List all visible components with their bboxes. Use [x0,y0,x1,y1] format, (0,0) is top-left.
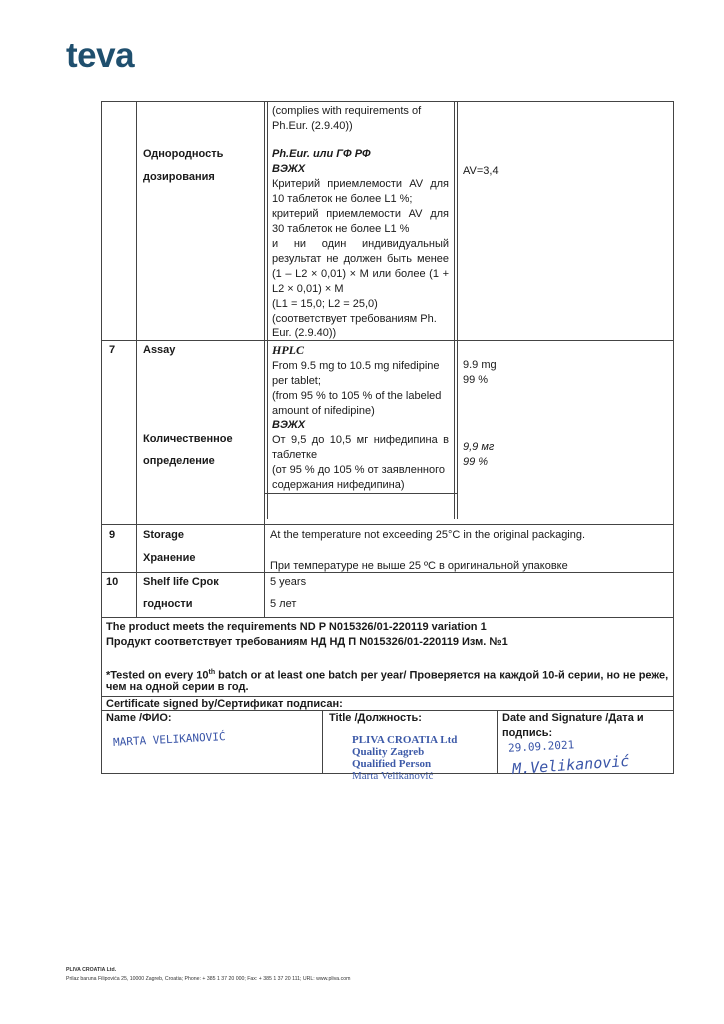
assay-req-line: таблетке [272,449,318,461]
col-divider-spec [454,101,455,519]
assay-req-line: per tablet; [272,375,321,387]
assay-req-line: От 9,5 до 10,5 мг нифедипина в [272,434,449,446]
storage-text-ru: При температуре не выше 25 ºС в оригинальной упаковке [270,560,568,572]
col-divider-param-double [267,101,268,519]
sig-col-divider-1 [322,710,323,774]
note-prefix: *Tested on every 10 [106,669,209,682]
row-sep-storage [101,524,674,525]
qp-stamp-line: Quality Zagreb [352,746,425,758]
assay-method-en: HPLC [272,343,304,357]
testing-note-line-2: чем на одной серии в год. [106,681,249,693]
assay-label-ru-1: Количественное [143,433,233,445]
uniformity-req-line: Ph.Eur. (2.9.40)) [272,120,353,132]
title-label: Title /Должность: [329,712,422,724]
uniformity-label-ru-2: дозирования [143,171,215,183]
handwritten-signature: M.Velikanović [511,751,630,779]
shelf-row-number: 10 [106,576,119,588]
shelf-value-ru: 5 лет [270,598,297,610]
footer-address: Prilaz baruna Filipovića 25, 10000 Zagreb, Croatia; Phone: + 385 1 37 20 000; Fax: + 385 1 37 20 111; URL: www.pliva.com [66,976,351,982]
assay-row-number: 7 [109,344,116,356]
shelf-label-2: годности [143,598,193,610]
row-sep-conformity [101,617,674,618]
logo-text: teva [66,36,135,75]
uniformity-req-line: результат не должен быть менее [272,253,449,265]
assay-req-line: From 9.5 mg to 10.5 mg nifedipine [272,360,440,372]
qp-stamp-line: Marta Velikanović [352,770,434,782]
assay-req-line: содержания нифедипина) [272,479,405,491]
storage-label-ru: Хранение [143,552,196,564]
assay-req-line: amount of nifedipine) [272,405,375,417]
assay-result-ru-percent: 99 % [463,456,489,468]
signed-by-header: Certificate signed by/Сертификат подписан: [106,698,343,710]
qp-stamp-line: PLIVA CROATIA Ltd [352,734,458,746]
uniformity-req-line: Eur. (2.9.40)) [272,327,337,339]
col-divider-num [136,101,137,617]
col-divider-spec-double [457,101,458,519]
qp-stamp-line: Qualified Person [352,758,432,770]
uniformity-req-line: и ни один индивидуальный [272,238,449,250]
name-label: Name /ФИО: [106,712,172,724]
assay-label-ru-2: определение [143,455,215,467]
uniformity-req-line: (L1 = 15,0; L2 = 25,0) [272,298,378,310]
assay-req-line: (от 95 % до 105 % от заявленного [272,464,445,476]
shelf-value-en: 5 years [270,576,307,588]
assay-result-mg: 9.9 mg [463,359,497,371]
note-rest: batch or at least one batch per year/ Проверяется на каждой 10-й серии, но не реже, [215,669,669,682]
uniformity-result: AV=3,4 [463,165,499,177]
storage-row-number: 9 [109,529,116,541]
table-left-border [101,101,102,774]
note-sup: th [208,669,216,676]
assay-req-line: (from 95 % to 105 % of the labeled [272,390,442,402]
row-sep-assay [101,340,674,341]
uniformity-req-line: критерий приемлемости AV для [272,208,449,220]
assay-result-percent: 99 % [463,374,489,386]
col-divider-param [264,101,265,617]
storage-label-en: Storage [143,529,184,541]
assay-result-ru-mg: 9,9 мг [463,441,495,453]
uniformity-req-line: (complies with requirements of [272,105,422,117]
uniformity-req-line: L2 × 0,01) × M [272,283,344,295]
uniformity-req-line: 30 таблеток не более L1 % [272,223,410,235]
uniformity-label-ru-1: Однородность [143,148,224,160]
uniformity-req-line: (соответствует требованиям Ph. [272,313,437,325]
table-top-border [101,101,674,102]
table-right-border [673,101,674,774]
date-label-1: Date and Signature /Дата и [502,712,644,724]
uniformity-req-line: 10 таблеток не более L1 %; [272,193,413,205]
teva-logo [66,36,156,75]
conformity-line-ru: Продукт соответствует требованиям НД НД П N015326/01-220119 Изм. №1 [106,636,508,648]
date-label-2: подпись: [502,727,553,739]
sig-col-divider-2 [497,710,498,774]
conformity-line-en: The product meets the requirements ND P N015326/01-220119 variation 1 [106,621,487,633]
storage-text-en: At the temperature not exceeding 25°C in the original packaging. [270,529,586,541]
footer-company: PLIVA CROATIA Ltd. [66,967,117,973]
uniformity-req-line: Ph.Eur. или ГФ РФ [272,148,371,160]
assay-method-ru: ВЭЖХ [272,419,306,431]
shelf-label-1: Shelf life Срок [143,576,219,588]
uniformity-req-line: Критерий приемлемости AV для [272,178,449,190]
assay-label-en: Assay [143,344,176,356]
uniformity-req-line: ВЭЖХ [272,163,306,175]
uniformity-req-line: (1 – L2 × 0,01) × M или более (1 + [272,268,449,280]
handwritten-date: 29.09.2021 [507,738,575,755]
handwritten-name: MARTA VELIKANOVIĆ [112,730,226,749]
